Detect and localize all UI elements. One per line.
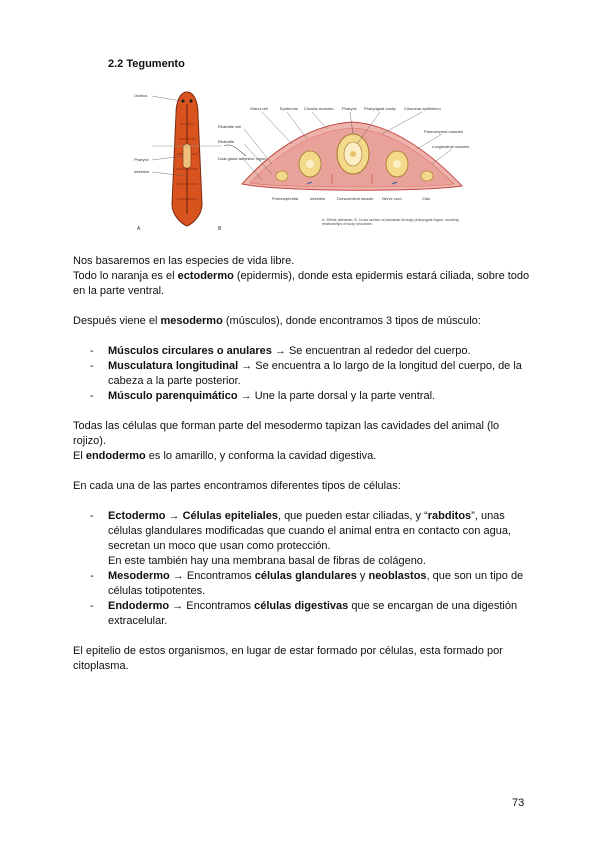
label-pharynx-a: Pharynx	[134, 157, 149, 162]
label-dual-gland: Dual-gland adhesive organ	[218, 156, 266, 161]
list-item: - Ectodermo → Células epiteliales, que pueden estar ciliadas, y “rabditos”, unas células glandulares modificadas que cuando el animal entra en contacto con agua, secretan un moco que usan como protección. En este también hay una membrana basal de fibras de colágeno.	[73, 509, 533, 569]
section-heading: 2.2 Tegumento	[108, 58, 185, 70]
body-text	[73, 254, 533, 674]
paragraph-mesodermo: Después viene el mesodermo (músculos), donde encontramos 3 tipos de músculo:	[73, 315, 481, 327]
label-ocellus: Ocellus	[134, 93, 148, 98]
paragraph-ectodermo: Todo lo naranja es el ectodermo (epidermis), donde esta epidermis estará ciliada, sobre todo en la parte ventral.	[73, 270, 530, 297]
label-pharynx-b: Pharynx	[342, 106, 357, 111]
label-columnar-epithelium: Columnar epithelium	[404, 106, 441, 111]
paragraph-epitelio: El epitelio de estos organismos, en lugar de estar formado por células, esta formado por citoplasma.	[73, 645, 503, 672]
label-intestine-b: Intestine	[310, 196, 326, 201]
paragraph-tipos-celulas: En cada una de las partes encontramos diferentes tipos de células:	[73, 480, 401, 492]
list-item: - Endodermo → Encontramos células digestivas que se encargan de una digestión extracelular.	[73, 599, 533, 629]
muscle-types-list	[73, 344, 533, 404]
label-epidermis: Epidermis	[280, 106, 298, 111]
paragraph-libre: Nos basaremos en las especies de vida libre.	[73, 255, 295, 267]
label-rhabdite: Rhabdite	[218, 139, 235, 144]
label-circular-muscles: Circular muscles	[304, 106, 334, 111]
figure-caption: A, Whole planarian. B, Cross section of planarian through pharyngeal region, showing relationships of body structures.	[322, 218, 459, 227]
whole-planarian-illustration	[152, 92, 222, 226]
list-item: - Músculos circulares o anulares → Se encuentran al rededor del cuerpo.	[73, 344, 533, 359]
list-item: - Músculo parenquimático → Une la parte dorsal y la parte ventral.	[73, 389, 533, 404]
label-dorsoventral-muscle: Dorsoventral muscle	[337, 196, 374, 201]
label-cilia: Cilia	[422, 196, 430, 201]
paragraph-endodermo: El endodermo es lo amarillo, y conforma la cavidad digestiva.	[73, 450, 377, 462]
page-number: 73	[512, 797, 525, 809]
panel-a-label: A	[137, 226, 141, 232]
label-parenchymal-muscles: Parenchymal muscles	[424, 129, 464, 134]
label-longitudinal-muscles: Longitudinal muscles	[432, 144, 470, 149]
label-protonephridia: Protonephridia	[272, 196, 299, 201]
label-intestine-a: Intestine	[134, 169, 150, 174]
list-item: - Musculatura longitudinal → Se encuentra a lo largo de la longitud del cuerpo, de la cabeza a la parte posterior.	[73, 359, 533, 389]
panel-b-label: B	[218, 226, 222, 232]
label-gland-cell: Gland cell	[250, 106, 268, 111]
paragraph-cavidades: Todas las células que forman parte del mesodermo tapizan las cavidades del animal (lo rojizo).	[73, 420, 500, 447]
list-item: - Mesodermo → Encontramos células glandulares y neoblastos, que son un tipo de células totipotentes.	[73, 569, 533, 599]
cell-types-list	[73, 509, 533, 629]
planarian-figure	[132, 84, 477, 236]
label-pharyngeal-cavity: Pharyngeal cavity	[364, 106, 396, 111]
label-rhabdite-cell: Rhabdite cell	[218, 124, 242, 129]
label-nerve-cord: Nerve cord	[382, 196, 402, 201]
